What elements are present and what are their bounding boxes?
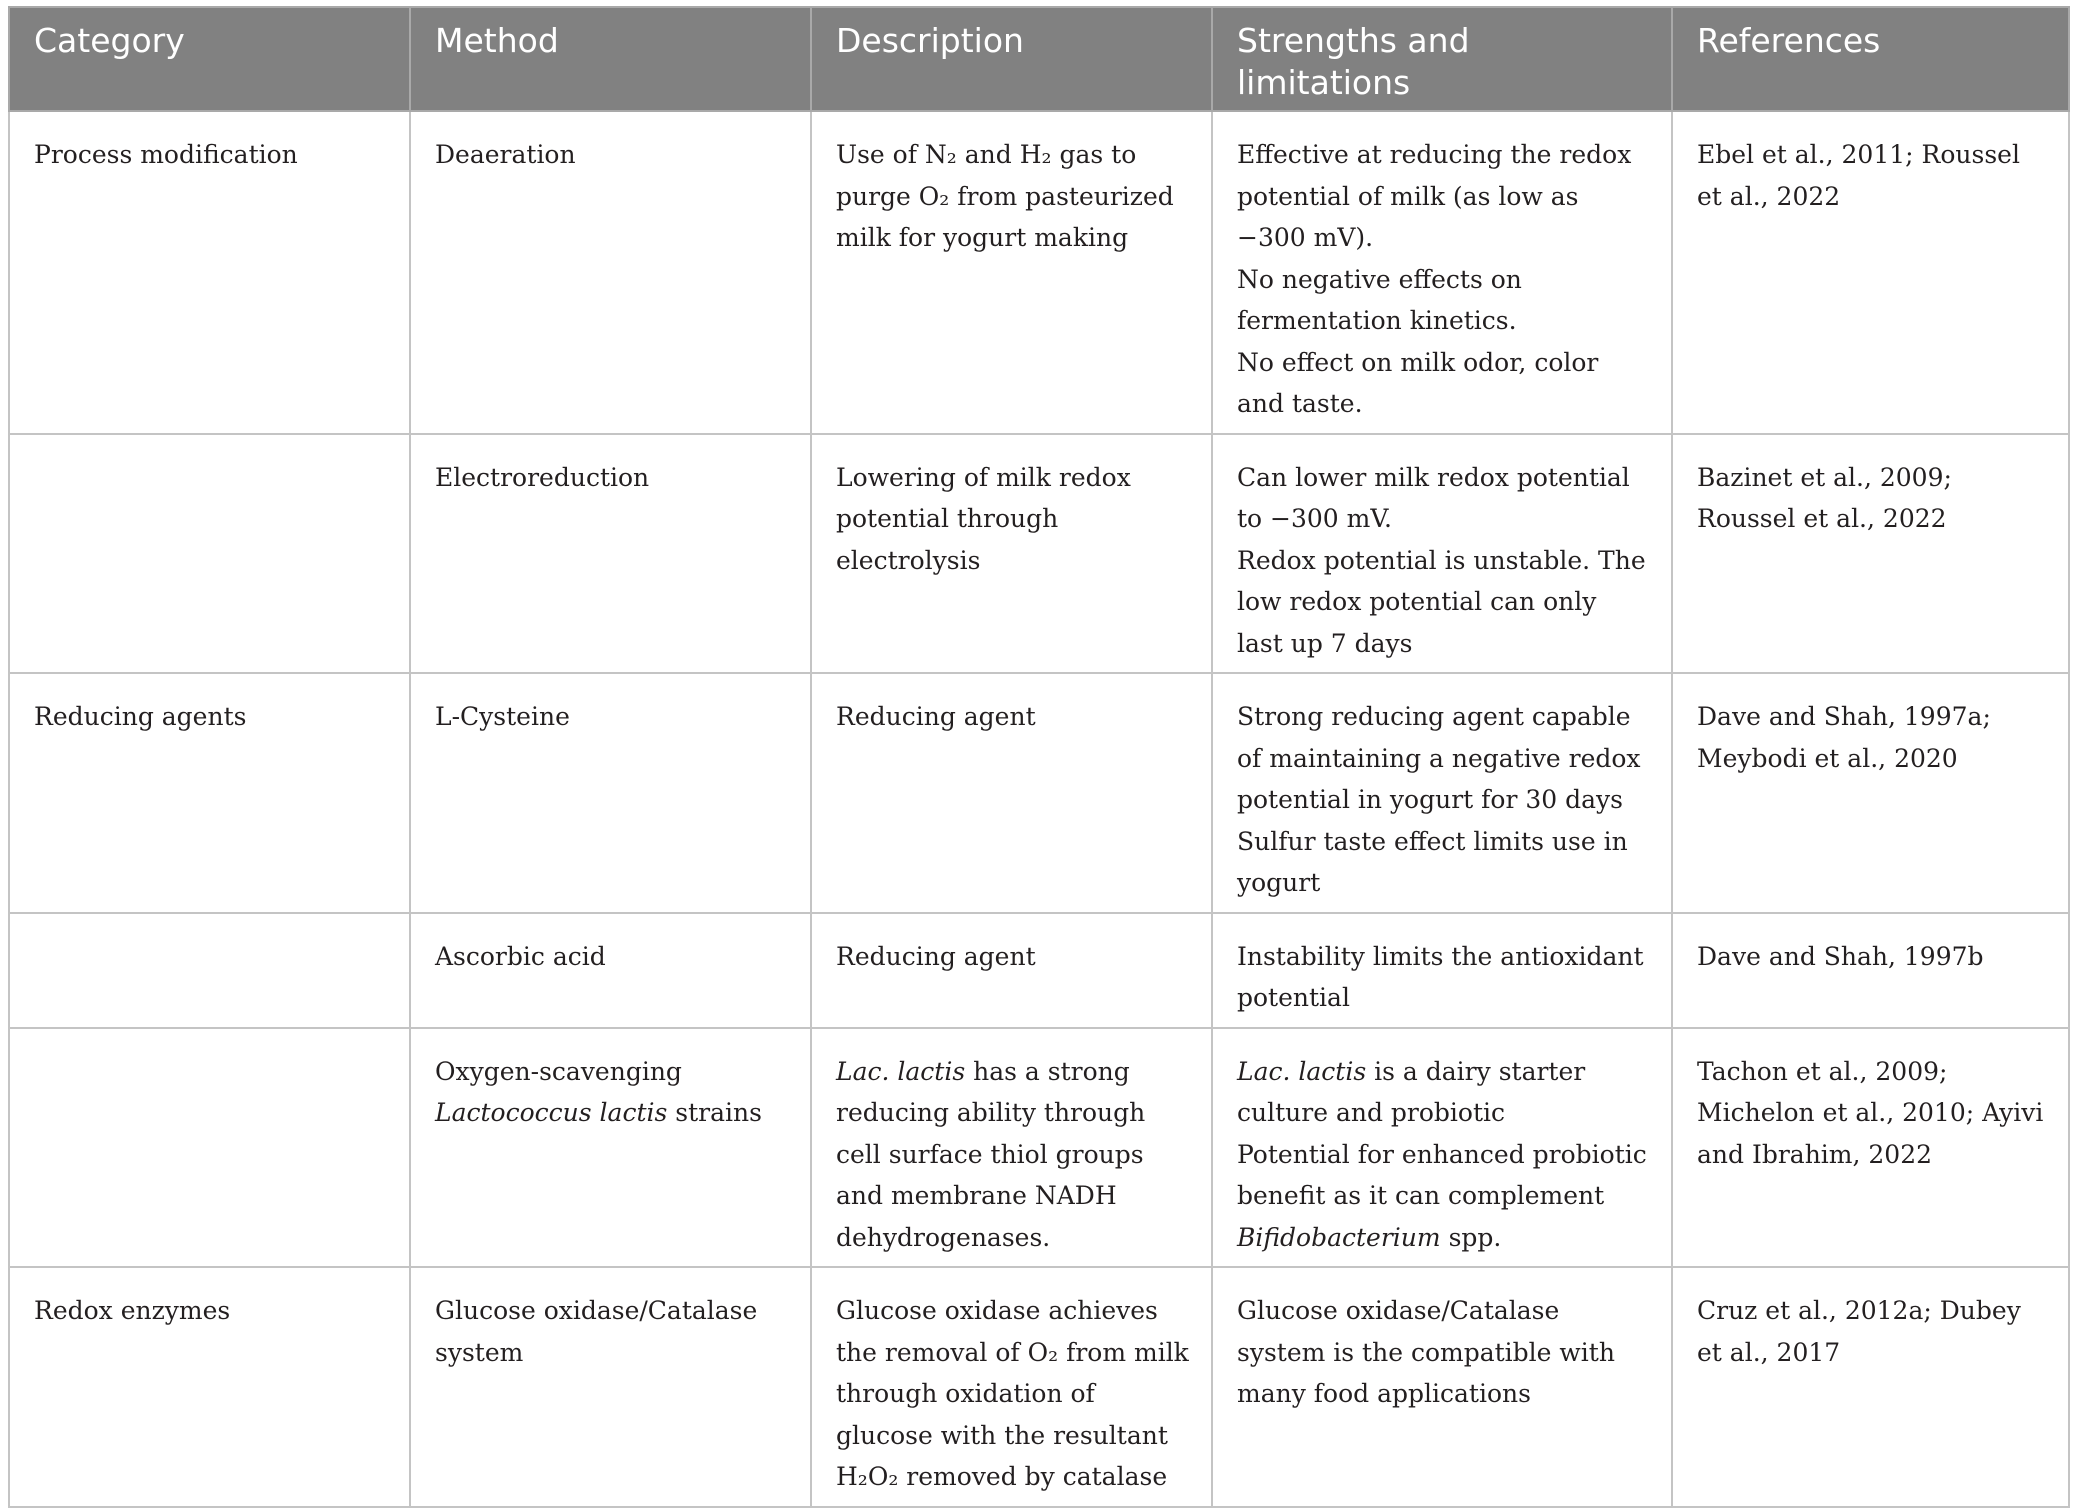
- category-cell: Process modification: [9, 111, 410, 434]
- strengths-cell: [1212, 1267, 1672, 1507]
- table-header: [9, 7, 2069, 111]
- reference-link[interactable]: 2020: [1894, 743, 1958, 773]
- description-cell: Lac. lactis has a strong reducing ability through cell surface thiol groups and membrane NADH dehydrogenases.: [811, 1028, 1212, 1268]
- description-cell: Glucose oxidase achieves the removal of O₂ from milk through oxidation of glucose with the resultant H₂O₂ removed by catalase: [811, 1267, 1212, 1507]
- reference-link[interactable]: 2009: [1875, 1056, 1940, 1086]
- reference-link[interactable]: 2022: [1868, 1139, 1933, 1169]
- category-cell: [9, 913, 410, 1028]
- strength-line: Can lower milk redox potential to −300 mV.: [1237, 462, 1630, 533]
- header-method: Method: [410, 7, 811, 111]
- strengths-cell: [1212, 434, 1672, 674]
- reference-link[interactable]: 2010: [1902, 1098, 1966, 1127]
- strength-line: No negative effects on fermentation kinetics.: [1237, 264, 1522, 335]
- category-cell: [9, 1028, 410, 1268]
- strength-line: Effective at reducing the redox potential of milk (as low as −300 mV).: [1237, 140, 1632, 252]
- reference-link[interactable]: Dave and Shah,: [1697, 941, 1896, 971]
- table-row: [9, 111, 2069, 434]
- reference-link[interactable]: 2009: [1879, 462, 1944, 492]
- table-row: [9, 673, 2069, 913]
- header-category: Category: [9, 7, 410, 111]
- reference-link[interactable]: Roussel et al.,: [1697, 504, 1875, 533]
- method-cell: Ascorbic acid: [410, 913, 811, 1028]
- strength-line: No effect on milk odor, color and taste.: [1237, 347, 1599, 418]
- reference-link[interactable]: Dubey et al.,: [1697, 1296, 2021, 1367]
- references-cell: Tachon et al., 2009; Michelon et al., 2010; Ayivi and Ibrahim, 2022: [1672, 1028, 2069, 1268]
- strengths-cell: [1212, 913, 1672, 1028]
- strength-line: Lac. lactis is a dairy starter culture and probiotic: [1237, 1056, 1586, 1127]
- method-cell: Oxygen-scavenging Lactococcus lactis strains: [410, 1028, 811, 1268]
- header-strengths: Strengths and limitations: [1212, 7, 1672, 111]
- reference-link[interactable]: Dave and Shah,: [1697, 702, 1896, 731]
- references-cell: Dave and Shah, 1997a; Meybodi et al., 2020: [1672, 673, 2069, 913]
- category-cell: Redox enzymes: [9, 1267, 410, 1507]
- strength-line: Instability limits the antioxidant potential: [1237, 941, 1644, 1012]
- strengths-cell: [1212, 1028, 1672, 1268]
- description-cell: Lowering of milk redox potential through electrolysis: [811, 434, 1212, 674]
- method-cell: Glucose oxidase/Catalase system: [410, 1267, 811, 1507]
- table-row: [9, 1028, 2069, 1268]
- reference-link[interactable]: 2022: [1776, 181, 1841, 211]
- reference-link[interactable]: Bazinet et al.,: [1697, 462, 1872, 492]
- reference-link[interactable]: 1997a: [1903, 702, 1983, 731]
- reference-link[interactable]: Tachon et al.,: [1697, 1056, 1868, 1086]
- reference-link[interactable]: Meybodi et al.,: [1697, 743, 1887, 773]
- description-cell: Reducing agent: [811, 673, 1212, 913]
- strengths-cell: [1212, 111, 1672, 434]
- header-row: [9, 7, 2069, 111]
- method-cell: L-Cysteine: [410, 673, 811, 913]
- method-cell: Electroreduction: [410, 434, 811, 674]
- reference-link[interactable]: 2017: [1776, 1337, 1841, 1367]
- strategies-table: [8, 6, 2070, 1508]
- strength-line: Glucose oxidase/Catalase system is the compatible with many food applications: [1237, 1296, 1615, 1408]
- table-row: [9, 1267, 2069, 1507]
- strength-line: Potential for enhanced probiotic benefit as it can complement Bifidobacterium spp.: [1237, 1139, 1647, 1252]
- table-row: [9, 434, 2069, 674]
- reference-link[interactable]: Ayivi and Ibrahim,: [1697, 1098, 2044, 1169]
- description-cell: Use of N₂ and H₂ gas to purge O₂ from pasteurized milk for yogurt making: [811, 111, 1212, 434]
- category-cell: Reducing agents: [9, 673, 410, 913]
- strength-line: Redox potential is unstable. The low redox potential can only last up 7 days: [1237, 545, 1646, 658]
- category-cell: [9, 434, 410, 674]
- description-cell: Reducing agent: [811, 913, 1212, 1028]
- reference-link[interactable]: 2011: [1841, 140, 1906, 169]
- method-cell: Deaeration: [410, 111, 811, 434]
- reference-link[interactable]: 2022: [1882, 504, 1947, 533]
- reference-link[interactable]: 1997b: [1903, 941, 1984, 971]
- references-cell: [1672, 913, 2069, 1028]
- reference-link[interactable]: Roussel et al.,: [1697, 140, 2020, 211]
- strength-line: Sulfur taste effect limits use in yogurt: [1237, 826, 1628, 897]
- header-description: Description: [811, 7, 1212, 111]
- header-references: References: [1672, 7, 2069, 111]
- reference-link[interactable]: Ebel et al.,: [1697, 140, 1834, 169]
- references-cell: Cruz et al., 2012a; Dubey et al., 2017: [1672, 1267, 2069, 1507]
- reference-link[interactable]: Cruz et al.,: [1697, 1296, 1837, 1325]
- strengths-cell: [1212, 673, 1672, 913]
- strength-line: Strong reducing agent capable of maintaining a negative redox potential in yogurt for 30 days: [1237, 702, 1641, 814]
- reference-link[interactable]: Michelon et al.,: [1697, 1098, 1895, 1127]
- references-cell: Ebel et al., 2011; Roussel et al., 2022: [1672, 111, 2069, 434]
- reference-link[interactable]: 2012a: [1844, 1296, 1924, 1325]
- references-cell: Bazinet et al., 2009; Roussel et al., 2022: [1672, 434, 2069, 674]
- table-row: [9, 913, 2069, 1028]
